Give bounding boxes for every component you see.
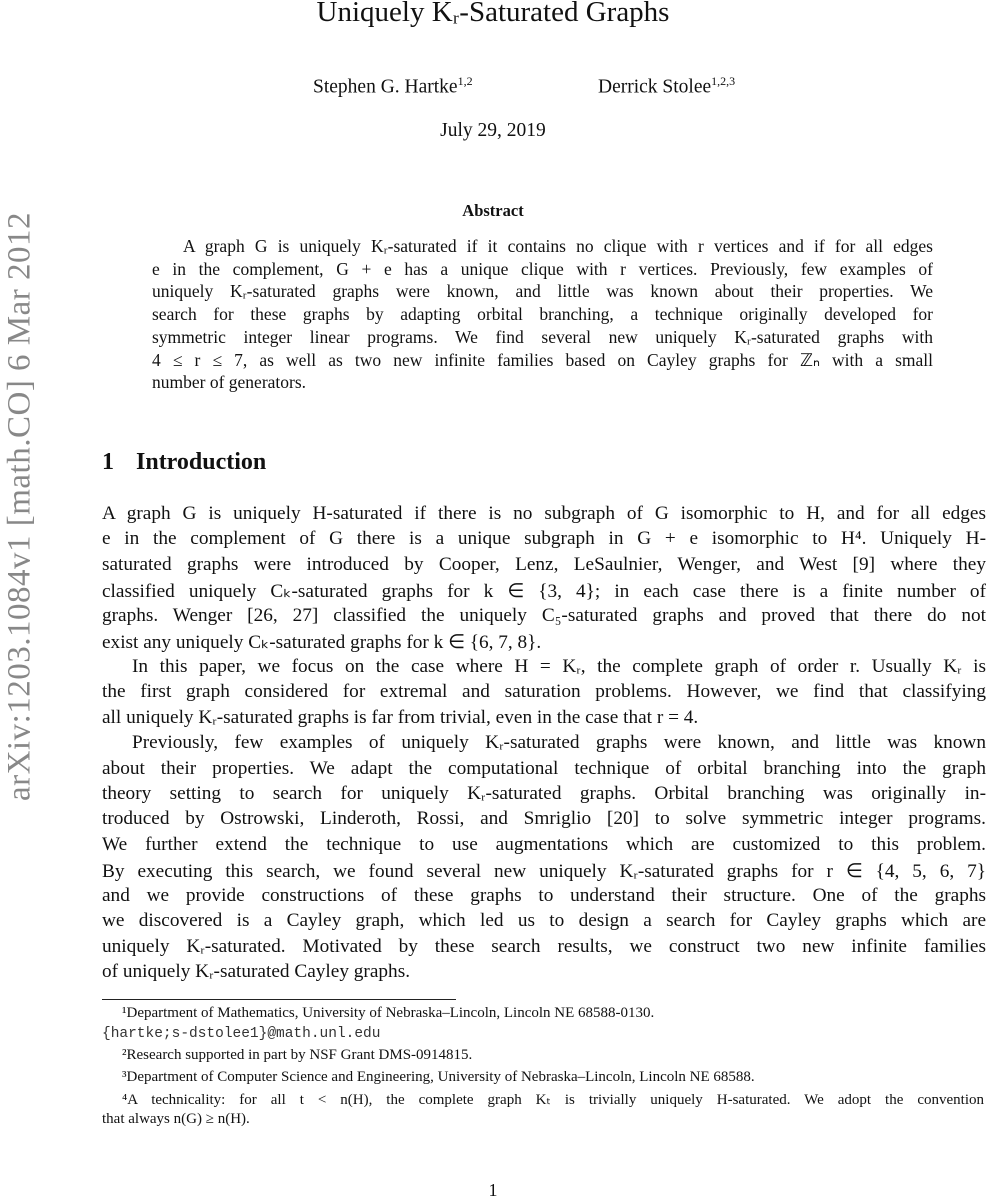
body-line: We further extend the technique to use augmentations which are customized to this problem. [102,833,986,855]
body-line: theory setting to search for uniquely Kᵣ-saturated graphs. Orbital branching was originally in- [102,782,986,804]
arxiv-stamp: arXiv:1203.1084v1 [math.CO] 6 Mar 2012 [1,211,38,802]
section-number: 1 [102,449,114,475]
body-line: A graph G is uniquely H-saturated if there is no subgraph of G isomorphic to H, and for all edges [102,503,986,524]
author-name: Stephen G. Hartke [313,76,458,98]
abstract-line: uniquely Kᵣ-saturated graphs were known, and little was known about their properties. We [152,281,933,302]
body-line: the first graph considered for extremal and saturation problems. However, we find that classifying [102,681,986,703]
body-line: uniquely Kᵣ-saturated. Motivated by these search results, we construct two new infinite families [102,935,986,957]
abstract-line: symmetric integer linear programs. We find several new uniquely Kᵣ-saturated graphs with [152,326,933,347]
abstract-line: e in the complement, G + e has a unique clique with r vertices. Previously, few examples of [152,258,933,279]
abstract-heading: Abstract [462,201,524,220]
abstract-line: search for these graphs by adapting orbital branching, a technique originally developed for [152,304,933,325]
footnote-line: that always n(G) ≥ n(H). [102,1111,250,1127]
footnote-line: ²Research supported in part by NSF Grant DMS-0914815. [122,1047,473,1064]
author-affiliation: 1,2,3 [711,74,736,88]
author [313,74,473,99]
body-line: By executing this search, we found several new uniquely Kᵣ-saturated graphs for r ∈ {4, 5, 6, 7} [102,861,986,883]
body-line: In this paper, we focus on the case where H = Kᵣ, the complete graph of order r. Usually Kᵣ is [132,655,986,677]
abstract-line: A graph G is uniquely Kᵣ-saturated if it contains no clique with r vertices and if for all edges [183,236,933,256]
footnote-line: {hartke;s-dstolee1}@math.unl.edu [102,1026,381,1043]
page-number: 1 [488,1180,498,1200]
body-line: we discovered is a Cayley graph, which led us to design a search for Cayley graphs which are [102,910,986,932]
body-line: Previously, few examples of uniquely Kᵣ-saturated graphs were known, and little was known [132,732,986,754]
author-affiliation: 1,2 [457,74,473,88]
body-line: troduced by Ostrowski, Linderoth, Rossi, and Smriglio [20] to solve symmetric integer programs. [102,808,986,830]
body-line: e in the complement of G there is a unique subgraph in G + e isomorphic to H⁴. Uniquely H- [102,528,986,550]
body-line: saturated graphs were introduced by Cooper, Lenz, LeSaulnier, Wenger, and West [9] where they [102,553,986,575]
section-title: Introduction [136,449,267,475]
paper-title: Uniquely Kᵣ-Saturated Graphs [316,0,670,28]
author [598,74,735,99]
body-line: about their properties. We adapt the computational technique of orbital branching into the graph [102,757,986,779]
footnote-line: ¹Department of Mathematics, University of Nebraska–Lincoln, Lincoln NE 68588-0130. [122,1005,655,1021]
body-line: of uniquely Kᵣ-saturated Cayley graphs. [102,961,411,983]
body-line: and we provide constructions of these graphs to understand their structure. One of the graphs [102,884,986,906]
footnote-rule [102,999,456,1000]
paper-date: July 29, 2019 [440,120,546,141]
section-heading [102,449,266,476]
abstract-line: number of generators. [152,372,307,393]
abstract-line: 4 ≤ r ≤ 7, as well as two new infinite families based on Cayley graphs for ℤₙ with a small [152,349,933,370]
body-line: classified uniquely Cₖ-saturated graphs for k ∈ {3, 4}; in each case there is a finite number of [102,581,986,603]
footnote-line: ³Department of Computer Science and Engineering, University of Nebraska–Lincoln, Lincoln NE 68588. [122,1068,755,1085]
body-line: graphs. Wenger [26, 27] classified the uniquely C₅-saturated graphs and proved that there do not [102,604,986,626]
footnote-line: ⁴A technicality: for all t < n(H), the complete graph Kₜ is trivially uniquely H-saturated. We adopt the convention [122,1091,984,1108]
body-line: exist any uniquely Cₖ-saturated graphs for k ∈ {6, 7, 8}. [102,632,542,654]
body-line: all uniquely Kᵣ-saturated graphs is far from trivial, even in the case that r = 4. [102,706,699,728]
author-name: Derrick Stolee [598,76,712,98]
